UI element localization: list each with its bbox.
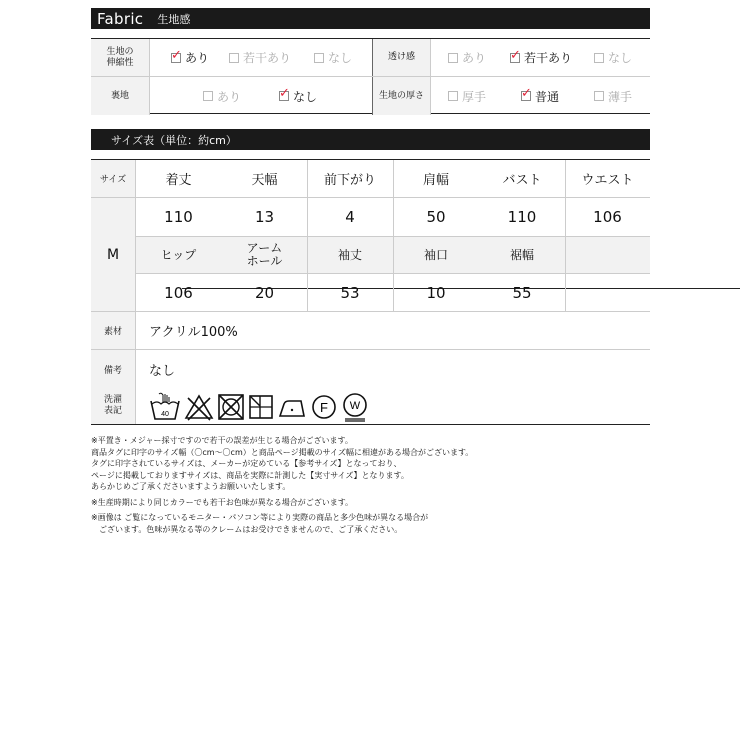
sheer-label: 透け感 [373, 39, 430, 76]
checkbox-icon [279, 86, 290, 101]
sheer-option-no: なし [594, 39, 632, 76]
hand-wash-40-icon [149, 392, 181, 422]
fabric-row-lining-thickness [91, 77, 650, 115]
material-value: アクリル100% [149, 325, 238, 340]
size-col-header: バスト [502, 173, 542, 188]
size-col-header: 裾幅 [509, 247, 534, 262]
checkbox-icon [521, 86, 532, 101]
size-col-header [222, 237, 307, 273]
checkbox-icon [229, 53, 239, 63]
check-mark-icon: ✓ [521, 86, 532, 101]
svg-text:F: F [320, 400, 328, 415]
size-value: 50 [426, 208, 446, 226]
checkbox-icon [594, 91, 604, 101]
size-value: 110 [164, 208, 193, 226]
size-value: 110 [507, 208, 537, 226]
care-label [91, 388, 135, 424]
size-title-jp: サイズ表（単位：約cm） [111, 133, 237, 147]
size-col-header: 天幅 [251, 173, 278, 188]
checkbox-icon [510, 47, 521, 63]
note-line: ※画像は ご覧になっているモニター・パソコン等により実際の商品と多少色味が異なる場合が [91, 513, 429, 522]
fabric-title-en: Fabric [97, 9, 144, 28]
svg-text:40: 40 [161, 411, 169, 418]
remarks-label: 備考 [91, 350, 135, 388]
armhole-label: アーム ホール [246, 241, 283, 268]
material-row [91, 312, 650, 350]
remarks-value: なし [149, 363, 176, 379]
size-value: 20 [254, 284, 275, 302]
checkbox-icon [448, 91, 458, 101]
checkbox-icon [314, 53, 324, 63]
stretch-label-text: 生地の 伸縮性 [106, 46, 134, 68]
note-line: タグに印字されているサイズは、メーカーが定めている【参考サイズ】となっており、 [91, 459, 402, 468]
lining-option-yes: あり [203, 77, 241, 115]
iron-low-icon [277, 392, 307, 422]
size-header-row [91, 160, 650, 198]
no-bleach-icon [184, 392, 214, 422]
note-line: ※平置き・メジャー採寸ですので若干の誤差が生じる場合がございます。 [91, 436, 353, 445]
checkbox-icon [594, 53, 604, 63]
size-col-header: 着丈 [165, 173, 192, 188]
care-icons [149, 391, 369, 423]
sheer-option-yes: あり [448, 39, 486, 76]
size-table [91, 159, 650, 424]
size-col-header: ヒップ [160, 247, 197, 262]
size-name: M [91, 198, 135, 311]
size-col-header: 袖口 [423, 247, 448, 262]
thickness-option-normal: ✓ 普通 [521, 86, 560, 104]
size-value: 106 [164, 284, 193, 302]
size-title-en: Size [182, 288, 740, 308]
note-line: ページに掲載しておりますサイズは、商品を実際に計測した【実寸サイズ】となります。 [91, 470, 409, 480]
size-m-block [91, 198, 650, 312]
notes [91, 435, 650, 535]
thickness-option-thick: 厚手 [448, 77, 486, 115]
stretch-option-no: なし [314, 39, 352, 76]
check-mark-icon: ✓ [279, 86, 290, 101]
size-col-header: ウエスト [581, 173, 634, 188]
fabric-title-jp: 生地感 [157, 12, 191, 26]
thickness-option-thin: 薄手 [594, 77, 632, 115]
note-line: 商品タグに印字のサイズ幅（〇cm〜〇cm）と商品ページ掲載のサイズ幅に相違がある場合がございます。 [91, 447, 474, 457]
size-col-header: 袖丈 [337, 247, 362, 262]
fabric-table [91, 38, 650, 114]
dry-clean-f-icon [310, 392, 338, 422]
size-value: 10 [426, 284, 446, 302]
stretch-option-yes: ✓ あり [171, 47, 210, 65]
remarks-row [91, 350, 650, 388]
no-tumble-dry-icon [217, 392, 245, 422]
size-value: 106 [593, 208, 622, 226]
size-value: 4 [345, 208, 355, 226]
checkbox-icon [448, 53, 458, 63]
fabric-row-stretch-sheer [91, 39, 650, 77]
care-label-text: 洗濯 表記 [103, 395, 122, 416]
drip-dry-shade-icon [248, 392, 274, 422]
care-row [91, 388, 650, 425]
svg-text:W: W [349, 400, 361, 412]
note-line: ございます。色味が異なる等のクレームはお受けできませんので、ご了承ください。 [91, 524, 403, 534]
sheer-option-slight: ✓ 若干あり [510, 47, 573, 65]
checkbox-icon [171, 47, 182, 63]
fabric-section-header [91, 8, 650, 29]
size-col-header: 肩幅 [422, 173, 449, 188]
stretch-label [91, 39, 149, 76]
lining-label: 裏地 [91, 77, 149, 115]
note-line: ※生産時期により同じカラーでも若干お色味が異なる場合がございます。 [91, 497, 354, 507]
material-label: 素材 [91, 312, 135, 349]
size-value: 13 [254, 208, 275, 226]
lining-option-no: ✓ なし [279, 86, 318, 104]
size-col-header: 前下がり [323, 173, 376, 188]
thickness-label: 生地の厚さ [373, 77, 430, 115]
wet-clean-w-icon [341, 392, 369, 422]
check-mark-icon: ✓ [171, 47, 182, 63]
size-value: 53 [340, 284, 360, 302]
checkbox-icon [203, 91, 213, 101]
note-line: あらかじめご了承くださいますようお願いいたします。 [91, 482, 291, 491]
size-header-label: サイズ [91, 160, 135, 197]
size-value: 55 [512, 284, 532, 302]
check-mark-icon: ✓ [510, 47, 521, 63]
stretch-option-slight: 若干あり [229, 39, 291, 76]
